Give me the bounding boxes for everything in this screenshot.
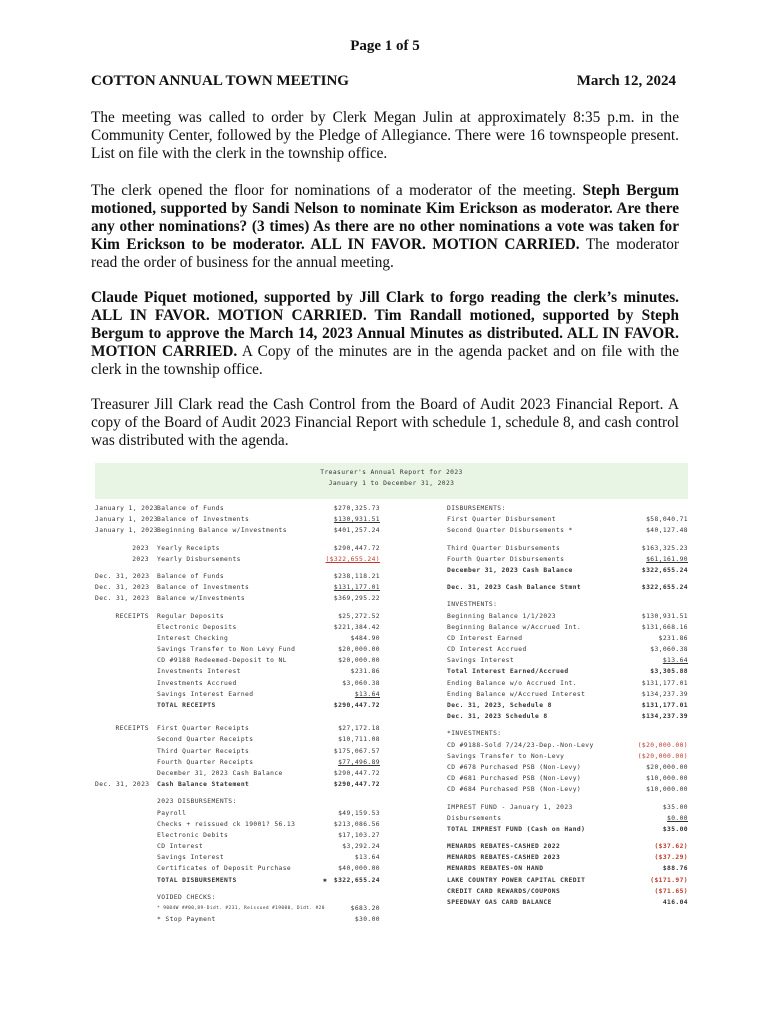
- row-label: CREDIT CARD REWARDS/COUPONS: [447, 887, 561, 895]
- row-label: Investments Interest: [157, 668, 241, 676]
- report-row: [95, 723, 380, 734]
- row-label: Total Interest Earned/Accrued: [447, 668, 569, 676]
- row-date: Dec. 31, 2023: [95, 595, 150, 603]
- report-row: [447, 503, 688, 514]
- report-row: [95, 863, 380, 874]
- row-label: INVESTMENTS:: [447, 601, 498, 609]
- row-value: $58,040.71: [646, 516, 688, 524]
- report-row: [447, 543, 688, 554]
- report-row: [95, 903, 380, 914]
- row-label: Investments Accrued: [157, 679, 237, 687]
- row-label: Certificates of Deposit Purchase: [157, 865, 292, 873]
- row-label: Balance w/Investments: [157, 595, 246, 603]
- row-label: VOIDED CHECKS:: [157, 893, 216, 901]
- row-date: January 1, 2023: [95, 516, 158, 524]
- row-value: $322,655.24: [333, 876, 380, 884]
- report-row: [95, 734, 380, 745]
- report-row: [447, 886, 688, 897]
- row-value: $231.86: [658, 634, 688, 642]
- report-row: [447, 582, 688, 593]
- report-row: [95, 796, 380, 807]
- row-date: 2023: [132, 555, 149, 563]
- row-label: MENARDS REBATES-ON HAND: [447, 865, 544, 873]
- p3-text-b: A Copy of the minutes are in the agenda packet and on file with the clerk in the township office.: [91, 343, 679, 378]
- row-value: $88.76: [662, 865, 688, 873]
- p3-motion: Claude Piquet motioned, supported by Jill Clark to forgo reading the clerk’s minutes. ALL IN FAVOR. MOTION CARRIED. Tim Randall motioned, supported by Steph Bergum to approve the March 14, 2023 Annual Minutes as distributed. ALL IN FAVOR. MOTION CARRIED.: [91, 289, 679, 360]
- row-value: $13.64: [354, 854, 380, 862]
- report-row: [447, 565, 688, 576]
- row-value: $3,060.38: [342, 679, 380, 687]
- row-value: $134,237.39: [641, 713, 688, 721]
- row-label: LAKE COUNTRY POWER CAPITAL CREDIT: [447, 876, 586, 884]
- p2-motion: Steph Bergum motioned, supported by Sandi Nelson to nominate Kim Erickson as moderator. Are there any other nominations? (3 times) As there are no other nominations a vote was taken for Kim Erickson to be moderator. ALL IN FAVOR. MOTION CARRIED.: [91, 182, 679, 253]
- row-label: Beginning Balance w/Investments: [157, 527, 287, 535]
- report-row: [447, 644, 688, 655]
- row-value: $175,067.57: [333, 747, 380, 755]
- report-row: [95, 875, 380, 886]
- report-row: [95, 892, 380, 903]
- row-value: 416.04: [662, 899, 688, 906]
- report-row: [95, 746, 380, 757]
- row-value: $130,931.51: [333, 516, 380, 524]
- report-row: [447, 525, 688, 536]
- report-row: [95, 779, 380, 790]
- report-row: [95, 808, 380, 819]
- document-title: COTTON ANNUAL TOWN MEETING: [91, 73, 349, 89]
- row-label: Fourth Quarter Disbursements: [447, 555, 565, 563]
- row-label: CD #684 Purchased PSB (Non-Levy): [447, 786, 582, 794]
- row-value: ($20,000.00): [637, 752, 688, 760]
- row-value: $231.86: [350, 668, 380, 676]
- row-label: Savings Transfer to Non Levy Fund: [157, 646, 296, 654]
- row-value: $40,000.00: [338, 865, 380, 873]
- report-row: [447, 762, 688, 773]
- report-row: [95, 830, 380, 841]
- report-row: [447, 852, 688, 863]
- report-row: [95, 689, 380, 700]
- row-value: $369,295.22: [333, 595, 380, 603]
- row-value: $10,000.00: [646, 786, 688, 794]
- report-row: [95, 666, 380, 677]
- report-row: [95, 622, 380, 633]
- report-row: [95, 914, 380, 925]
- report-row: [447, 711, 688, 722]
- report-row: [447, 611, 688, 622]
- report-row: [447, 863, 688, 874]
- row-date: Dec. 31, 2023: [95, 584, 150, 592]
- report-row: [447, 689, 688, 700]
- row-label: Dec. 31, 2023 Schedule 8: [447, 713, 548, 721]
- row-label: MENARDS REBATES-CASHED 2022: [447, 843, 561, 851]
- report-row: [95, 841, 380, 852]
- row-label: Ending Balance w/o Accrued Int.: [447, 679, 577, 687]
- row-value: ($171.97): [650, 876, 688, 884]
- row-date: RECEIPTS: [115, 612, 149, 620]
- row-value: $13.64: [662, 657, 688, 665]
- row-value: ($37.62): [654, 843, 688, 851]
- report-row: [95, 633, 380, 644]
- report-row: [447, 728, 688, 739]
- row-value: $484.90: [350, 634, 380, 642]
- row-label: CD #678 Purchased PSB (Non-Levy): [447, 763, 582, 771]
- report-right-column: [447, 503, 688, 908]
- report-row: [447, 824, 688, 835]
- report-row: [95, 525, 380, 536]
- p2-text-a: The clerk opened the floor for nominations of a moderator of the meeting.: [91, 182, 576, 199]
- row-label: Disbursements: [447, 814, 502, 822]
- row-value: ($71.65): [654, 887, 688, 895]
- paragraph-moderator-nomination: [91, 182, 679, 272]
- report-row: [447, 773, 688, 784]
- row-value: $290,447.72: [333, 702, 380, 709]
- row-value: $20,000.00: [338, 657, 380, 665]
- row-label: Savings Interest: [157, 854, 225, 862]
- report-row: [447, 514, 688, 525]
- row-label: CD #9188-Sold 7/24/23-Dep.-Non-Levy: [447, 741, 594, 749]
- row-label: Fourth Quarter Receipts: [157, 758, 254, 766]
- report-row: [95, 644, 380, 655]
- paragraph-treasurer-report: Treasurer Jill Clark read the Cash Control from the Board of Audit 2023 Financial Report. A copy of the Board of Audit 2023 Financial Report with schedule 1, schedule 8, and cash control was distributed with the agenda.: [91, 396, 679, 449]
- paragraph-minutes-motions: [91, 289, 679, 379]
- report-row: [447, 633, 688, 644]
- row-value: $40,127.48: [646, 527, 688, 535]
- row-label: Payroll: [157, 809, 187, 817]
- row-label: Checks + reissued ck 19001? 56.13: [157, 820, 296, 828]
- row-label: Savings Interest: [447, 657, 515, 665]
- row-value: $35.00: [662, 825, 688, 833]
- report-row: [447, 875, 688, 886]
- report-left-column: [95, 503, 380, 925]
- report-row: [95, 768, 380, 779]
- row-value: $270,325.73: [333, 505, 380, 512]
- report-row: [447, 678, 688, 689]
- row-value: $3,305.88: [650, 668, 688, 676]
- report-row: [447, 841, 688, 852]
- row-label: Balance of Funds: [157, 505, 225, 512]
- report-row: [95, 554, 380, 565]
- row-value: $290,447.72: [333, 544, 380, 552]
- row-label: Dec. 31, 2023 Cash Balance Stmnt: [447, 584, 582, 592]
- row-label: Ending Balance w/Accrued Interest: [447, 690, 586, 698]
- row-value: ($322,655.24): [325, 555, 380, 563]
- row-label: CD #9188 Redeemed-Deposit to NL: [157, 657, 287, 665]
- row-value: $290,447.72: [333, 781, 380, 789]
- row-label: 2023 DISBURSEMENTS:: [157, 798, 237, 806]
- meeting-date: March 12, 2024: [576, 73, 676, 89]
- report-row: [447, 740, 688, 751]
- report-row: [447, 813, 688, 824]
- row-value: $322,655.24: [641, 566, 688, 574]
- row-label: Savings Interest Earned: [157, 690, 254, 698]
- report-row: [95, 611, 380, 622]
- row-label: Electronic Debits: [157, 831, 229, 839]
- row-value: $49,159.53: [338, 809, 380, 817]
- asterisk-icon: ✱: [323, 876, 328, 884]
- row-value: $221,384.42: [333, 623, 380, 631]
- row-value: $131,177.01: [333, 584, 380, 592]
- report-row: [447, 554, 688, 565]
- row-label: Cash Balance Statement: [157, 781, 250, 789]
- row-value: ($37.29): [654, 854, 688, 862]
- report-header: [95, 463, 688, 499]
- row-label: TOTAL IMPREST FUND (Cash on Hand): [447, 825, 586, 833]
- row-value: $134,237.39: [641, 690, 688, 698]
- report-row: [447, 802, 688, 813]
- row-label: * 9004W ##00,89-Didt. #231, Reissued #19000, Didt. #20: [157, 906, 325, 911]
- report-row: [95, 514, 380, 525]
- report-row: [95, 503, 380, 514]
- row-value: $61,161.90: [646, 555, 688, 563]
- row-label: December 31, 2023 Cash Balance: [447, 566, 573, 574]
- row-label: CD Interest: [157, 843, 204, 851]
- row-label: Savings Transfer to Non-Levy: [447, 752, 565, 760]
- row-label: TOTAL RECEIPTS: [157, 702, 216, 709]
- row-label: First Quarter Disbursement: [447, 516, 556, 524]
- row-value: $290,447.72: [333, 769, 380, 777]
- report-row: [447, 751, 688, 762]
- row-label: Third Quarter Disbursements: [447, 544, 561, 552]
- p2-text-c: The moderator read the order of business for the annual meeting.: [91, 236, 679, 271]
- report-row: [447, 784, 688, 795]
- row-label: Balance of Investments: [157, 516, 250, 524]
- report-row: [447, 655, 688, 666]
- row-label: Interest Checking: [157, 634, 229, 642]
- row-label: CD Interest Earned: [447, 634, 523, 642]
- row-value: $683.20: [350, 905, 380, 912]
- report-row: [95, 582, 380, 593]
- row-label: Dec. 31, 2023, Schedule 8: [447, 702, 552, 709]
- row-value: $163,325.23: [641, 544, 688, 552]
- report-row: [95, 655, 380, 666]
- report-row: [95, 757, 380, 768]
- row-value: $3,292.24: [342, 843, 380, 851]
- row-value: $17,103.27: [338, 831, 380, 839]
- row-value: $25,272.52: [338, 612, 380, 620]
- row-value: $131,668.16: [641, 623, 688, 631]
- row-label: Regular Deposits: [157, 612, 225, 620]
- report-row: [95, 852, 380, 863]
- row-value: $401,257.24: [333, 527, 380, 535]
- row-date: January 1, 2023: [95, 505, 158, 512]
- row-value: $213,086.56: [333, 820, 380, 828]
- row-value: $30.00: [354, 916, 380, 924]
- row-label: Second Quarter Receipts: [157, 736, 254, 744]
- row-value: $130,931.51: [641, 612, 688, 620]
- row-value: $35.00: [662, 803, 688, 811]
- row-label: MENARDS REBATES-CASHED 2023: [447, 854, 561, 862]
- row-label: First Quarter Receipts: [157, 725, 250, 733]
- row-value: $131,177.01: [641, 702, 688, 709]
- row-value: $3,060.38: [650, 646, 688, 654]
- row-label: Beginning Balance w/Accrued Int.: [447, 623, 582, 631]
- report-row: [95, 593, 380, 604]
- row-label: Third Quarter Receipts: [157, 747, 250, 755]
- row-label: TOTAL DISBURSEMENTS: [157, 876, 237, 884]
- report-row: [95, 700, 380, 711]
- report-row: [95, 571, 380, 582]
- row-value: $20,000.00: [338, 646, 380, 654]
- report-row: [95, 543, 380, 554]
- row-label: December 31, 2023 Cash Balance: [157, 769, 283, 777]
- paragraph-call-to-order: The meeting was called to order by Clerk Megan Julin at approximately 8:35 p.m. in the Community Center, followed by the Pledge of Allegiance. There were 16 townspeople present. List on file with the clerk in the township office.: [91, 109, 679, 162]
- row-date: 2023: [132, 544, 149, 552]
- row-value: $10,000.00: [646, 775, 688, 783]
- report-row: [447, 666, 688, 677]
- row-label: CD #681 Purchased PSB (Non-Levy): [447, 775, 582, 783]
- report-row: [447, 897, 688, 908]
- row-label: Electronic Deposits: [157, 623, 237, 631]
- row-value: $27,172.18: [338, 725, 380, 733]
- report-subtitle: January 1 to December 31, 2023: [328, 480, 455, 487]
- row-label: Second Quarter Disbursements *: [447, 527, 573, 535]
- row-value: $0.00: [667, 814, 688, 822]
- row-label: Beginning Balance 1/1/2023: [447, 612, 556, 620]
- row-label: IMPREST FUND - January 1, 2023: [447, 803, 573, 811]
- row-value: $238,118.21: [333, 572, 380, 580]
- row-label: Yearly Disbursements: [157, 555, 241, 563]
- row-label: * Stop Payment: [157, 916, 216, 924]
- report-row: [447, 700, 688, 711]
- row-value: $322,655.24: [641, 584, 688, 592]
- treasurer-annual-report: [95, 463, 688, 958]
- report-row: [95, 678, 380, 689]
- report-row: [447, 622, 688, 633]
- row-label: CD Interest Accrued: [447, 646, 527, 654]
- row-value: $10,711.08: [338, 736, 380, 744]
- report-title: Treasurer's Annual Report for 2023: [320, 469, 463, 476]
- row-value: $20,000.00: [646, 763, 688, 771]
- row-value: ($20,000.00): [637, 741, 688, 749]
- row-label: Balance of Funds: [157, 572, 225, 580]
- row-label: DISBURSEMENTS:: [447, 505, 506, 512]
- row-value: $13.64: [354, 690, 380, 698]
- report-row: [447, 599, 688, 610]
- row-label: Balance of Investments: [157, 584, 250, 592]
- row-label: Yearly Receipts: [157, 544, 220, 552]
- row-value: $77,496.89: [338, 758, 380, 766]
- row-label: *INVESTMENTS:: [447, 730, 502, 738]
- report-row: [95, 819, 380, 830]
- row-date: January 1, 2023: [95, 527, 158, 535]
- row-date: Dec. 31, 2023: [95, 781, 150, 789]
- row-date: RECEIPTS: [115, 725, 149, 733]
- row-value: $131,177.01: [641, 679, 688, 687]
- row-date: Dec. 31, 2023: [95, 572, 150, 580]
- row-label: SPEEDWAY GAS CARD BALANCE: [447, 899, 552, 906]
- page-number: Page 1 of 5: [350, 38, 420, 54]
